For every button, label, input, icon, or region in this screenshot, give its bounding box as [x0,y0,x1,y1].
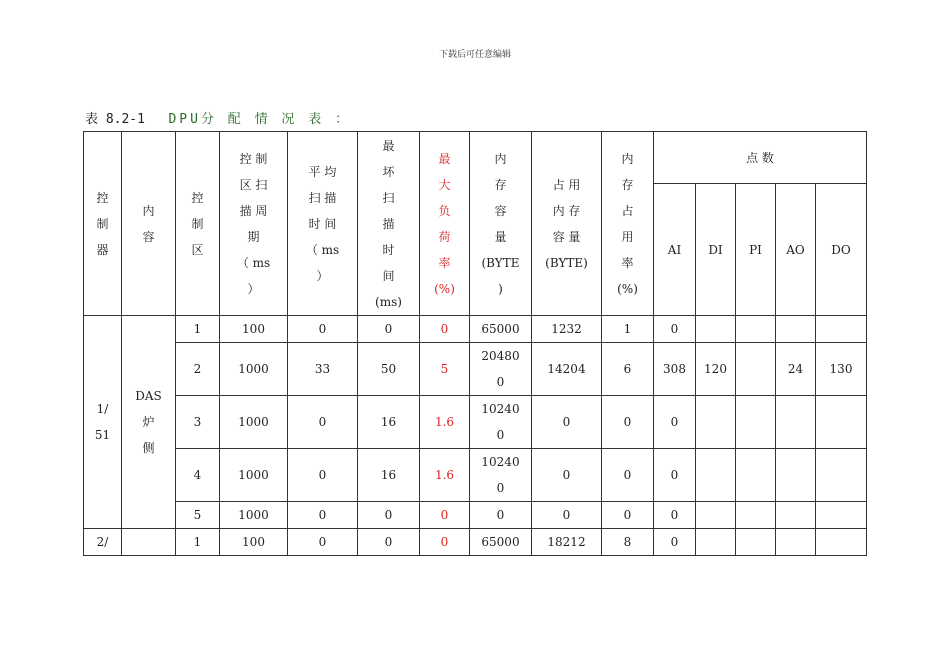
mem-cell: 20480 0 [470,343,532,396]
period-cell: 1000 [220,502,288,529]
header-ai: AI [654,184,696,316]
pi-cell [736,502,776,529]
do-cell [816,502,867,529]
ai-cell: 0 [654,449,696,502]
header-do: DO [816,184,867,316]
period-cell: 1000 [220,396,288,449]
zone-cell: 3 [176,396,220,449]
pi-cell [736,343,776,396]
zone-cell: 1 [176,316,220,343]
used-cell: 0 [532,396,602,449]
ai-cell: 0 [654,316,696,343]
used-cell: 1232 [532,316,602,343]
load-cell: 0 [420,502,470,529]
header-ao: AO [776,184,816,316]
header-avg-scan-time: 平 均 扫 描 时 间 （ ms ） [288,132,358,316]
table-row [84,449,867,502]
worst-cell: 0 [358,529,420,556]
usage-cell: 0 [602,449,654,502]
avg-cell: 33 [288,343,358,396]
di-cell [696,529,736,556]
zone-cell: 1 [176,529,220,556]
ao-cell [776,396,816,449]
avg-cell: 0 [288,396,358,449]
load-cell: 0 [420,316,470,343]
used-cell: 14204 [532,343,602,396]
period-cell: 1000 [220,449,288,502]
ai-cell: 0 [654,502,696,529]
di-cell [696,316,736,343]
mem-cell: 0 [470,502,532,529]
header-di: DI [696,184,736,316]
header-worst-scan-time: 最 坏 扫 描 时 间 (ms) [358,132,420,316]
ao-cell [776,449,816,502]
table-row [84,396,867,449]
ao-cell [776,502,816,529]
content-cell: DAS 炉 侧 [122,316,176,529]
table-caption [85,108,351,127]
usage-cell: 8 [602,529,654,556]
header-memory-capacity: 内 存 容 量 (BYTE ) [470,132,532,316]
period-cell: 100 [220,316,288,343]
content-cell [122,529,176,556]
di-cell [696,502,736,529]
pi-cell [736,396,776,449]
load-cell: 1.6 [420,449,470,502]
avg-cell: 0 [288,449,358,502]
usage-cell: 0 [602,502,654,529]
header-control-zone: 控 制 区 [176,132,220,316]
header-memory-usage-rate: 内 存 占 用 率 (%) [602,132,654,316]
table-row [84,316,867,343]
table-number: 表 8.2-1 [85,112,145,127]
header-controller: 控 制 器 [84,132,122,316]
do-cell: 130 [816,343,867,396]
ao-cell: 24 [776,343,816,396]
mem-cell: 10240 0 [470,449,532,502]
zone-cell: 4 [176,449,220,502]
ai-cell: 308 [654,343,696,396]
usage-cell: 1 [602,316,654,343]
ai-cell: 0 [654,396,696,449]
header-points: 点 数 [654,132,867,184]
pi-cell [736,449,776,502]
controller-cell: 1/ 51 [84,316,122,529]
di-cell: 120 [696,343,736,396]
load-cell: 0 [420,529,470,556]
period-cell: 100 [220,529,288,556]
zone-cell: 5 [176,502,220,529]
load-cell: 5 [420,343,470,396]
di-cell [696,449,736,502]
usage-cell: 0 [602,396,654,449]
header-memory-used: 占 用 内 存 容 量 (BYTE) [532,132,602,316]
do-cell [816,529,867,556]
ao-cell [776,316,816,343]
header-scan-period: 控 制 区 扫 描 周 期 （ ms ） [220,132,288,316]
pi-cell [736,316,776,343]
page-header-note: 下载后可任意编辑 [438,50,511,60]
avg-cell: 0 [288,502,358,529]
controller-cell: 2/ [84,529,122,556]
di-cell [696,396,736,449]
table-row [84,502,867,529]
dpu-allocation-table [83,131,867,556]
usage-cell: 6 [602,343,654,396]
mem-cell: 65000 [470,529,532,556]
header-max-load-rate: 最 大 负 荷 率 (%) [420,132,470,316]
ao-cell [776,529,816,556]
pi-cell [736,529,776,556]
do-cell [816,396,867,449]
worst-cell: 0 [358,502,420,529]
worst-cell: 0 [358,316,420,343]
worst-cell: 16 [358,396,420,449]
worst-cell: 50 [358,343,420,396]
table-title: DPU分 配 情 况 表 ： [168,112,352,127]
zone-cell: 2 [176,343,220,396]
used-cell: 0 [532,502,602,529]
header-pi: PI [736,184,776,316]
avg-cell: 0 [288,316,358,343]
mem-cell: 65000 [470,316,532,343]
header-content: 内 容 [122,132,176,316]
worst-cell: 16 [358,449,420,502]
period-cell: 1000 [220,343,288,396]
table-row [84,343,867,396]
mem-cell: 10240 0 [470,396,532,449]
ai-cell: 0 [654,529,696,556]
do-cell [816,316,867,343]
avg-cell: 0 [288,529,358,556]
used-cell: 0 [532,449,602,502]
used-cell: 18212 [532,529,602,556]
do-cell [816,449,867,502]
table-row [84,529,867,556]
load-cell: 1.6 [420,396,470,449]
